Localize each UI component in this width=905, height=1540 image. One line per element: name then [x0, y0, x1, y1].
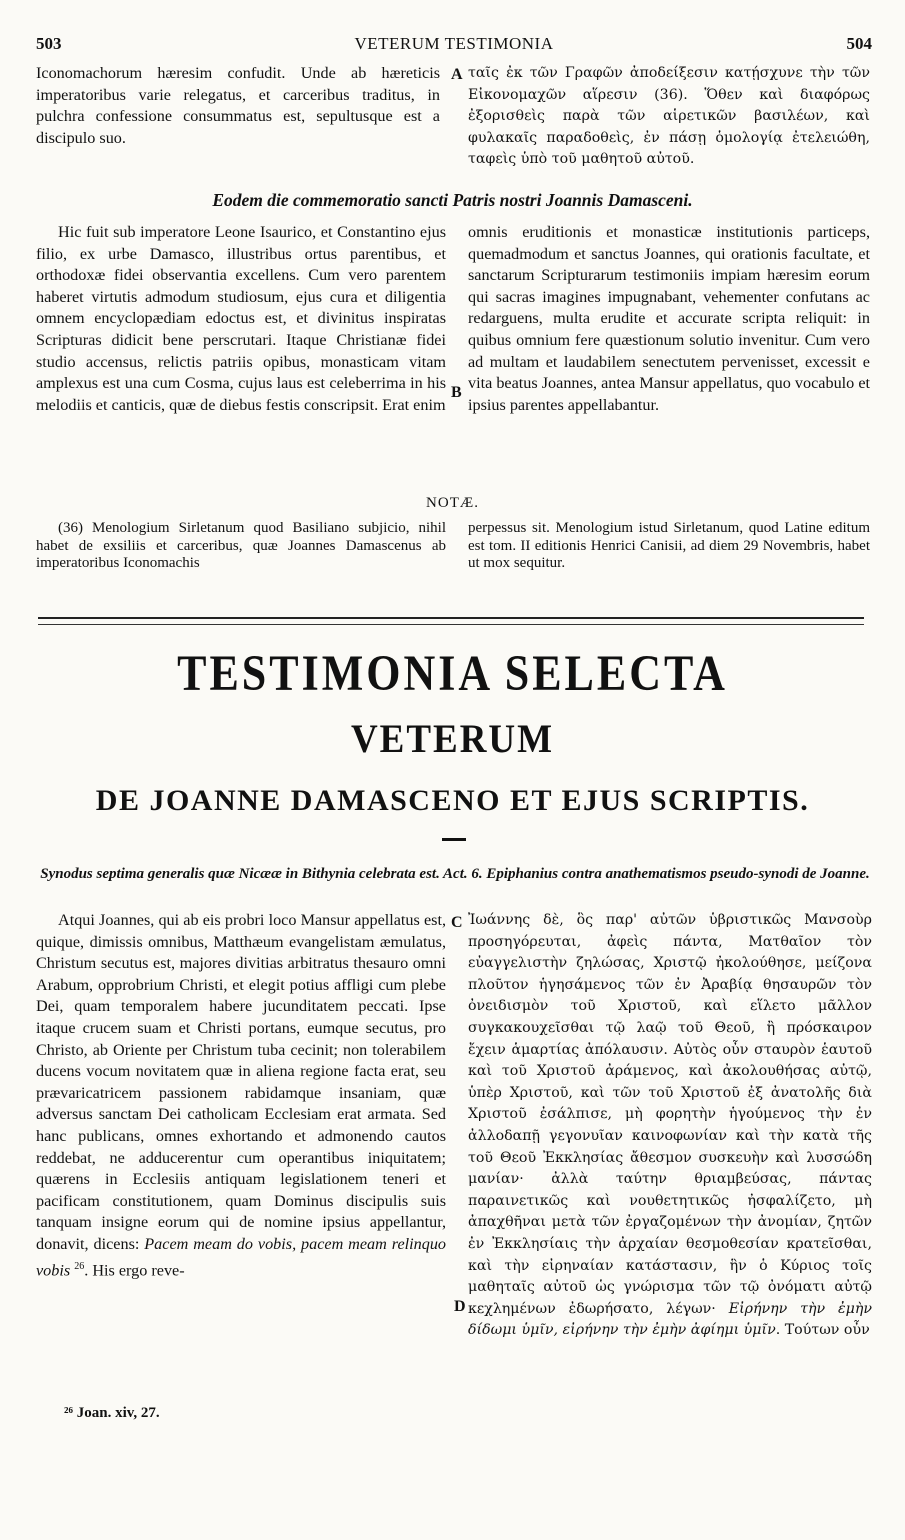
commemoration-left-column: [36, 222, 446, 416]
running-head: [36, 34, 872, 58]
synod-heading: Synodus septima generalis quæ Nicææ in Bithynia celebrata est. Act. 6. Epiphanius contra anathematismos pseudo-synodi de Joanne.: [40, 866, 870, 882]
synod-right-paragraph: [468, 910, 872, 1342]
page-number-right: 504: [846, 34, 872, 53]
synod-left-text: Atqui Joannes, qui ab eis probri loco Mansur appellatus est, quique, dimissis omnibus, Matthæum evangelistam æmulatus, Christum secutus est, majores divitias arbitratus thesauro omni Arabum, opprobrium Christi, et elegit potius affligi cum plebe Dei, quam temporalem habere jucunditatem peccati. Ipse itaque crucem suam et Christi portans, eumque secutus, pro Christo, ab Oriente per Christum tuba cecinit; non tolerabilem ducens vocum novitatem quæ in aliena regione facta erat, seu prævaricatricem passionem rabidamque insaniam, quæ adversus sanctam Dei catholicam Ecclesiam erat armata. Sed hanc publicans, omnes exhortando et admonendo cautos reddebat, ne adducerentur cum operantibus iniquitatem; quærens in Ecclesiis antiquam legislationem teneri et pacificam constitutionem, quam Dominus discipulis suis tanquam insigne eorum qui de nomine ipsius appellantur, donavit, dicens:: [36, 911, 446, 1253]
column-marker-b: B: [451, 384, 462, 401]
synod-right-quote: Εἰρήνην τὴν ἐμὴν δίδωμι ὑμῖν, εἰρήνην τὴν ἐμὴν ἀφίημι ὑμῖν: [468, 1300, 872, 1339]
synod-right-end: . Τούτων οὖν: [775, 1322, 870, 1339]
commemoration-right-column: [468, 222, 870, 416]
commemoration-right-paragraph: omnis eruditionis et monasticæ institutionis particeps, quemadmodum et sanctus Joannes, qui orationis facultate, et sanctarum Scripturarum testimoniis impiam hæresim eorum qui sacras imagines impugnabant, vehementer confutans ac redarguens, multa erudite et accurate scripta reliquit: in quibus omnium fere quæstionum solutio invenitur. Cum vero ad multam et laudabilem senectutem pervenisset, excessit e vita beatus Joannes, antea Mansur appellatus, quo vocabulo et ipsius parentes appellabantur.: [468, 223, 870, 414]
title-dash: [442, 838, 466, 841]
top-right-column: [468, 63, 870, 171]
footnote: ²⁶ Joan. xiv, 27.: [64, 1405, 160, 1421]
commemoration-left-paragraph: Hic fuit sub imperatore Leone Isaurico, et Constantino ejus filio, ex urbe Damasco, illustribus ortus parentibus, et orthodoxæ fidei observantia excellens. Cum vero parentem haberet virtutis admodum studiosum, ejus cura et diligentia omnem encyclopædiam edoctus est, et divinitus inspiratas Scripturas didicit bene perscrutari. Itaque Christianæ fidei studio accensus, relictis patriis opibus, monasticam vitam amplexus est una cum Cosma, cujus laus est celeberrima in his melodiis et canticis, quæ de diebus festis conscripsit. Erat enim: [36, 223, 446, 414]
running-title: VETERUM TESTIMONIA: [354, 34, 554, 53]
top-left-paragraph: Iconomachorum hæresim confudit. Unde ab hæreticis imperatoribus varie relegatus, et carceribus traditus, in pulchra confessione consummatus est, sepultusque est a discipulo suo.: [36, 64, 440, 147]
column-marker-a: A: [451, 66, 463, 83]
main-title-line3: DE JOANNE DAMASCENO ET EJUS SCRIPTIS.: [95, 784, 810, 817]
main-title-line2: VETERUM: [350, 716, 555, 763]
section-rule-thin: [38, 624, 864, 625]
synod-right-column: [468, 910, 872, 1342]
section-rule-thick: [38, 617, 864, 619]
commemoration-heading: Eodem die commemoratio sancti Patris nostri Joannis Damasceni.: [212, 190, 693, 210]
top-left-column: [36, 63, 440, 149]
column-marker-c: C: [451, 914, 463, 931]
notes-right: perpessus sit. Menologium istud Sirletanum, quod Latine editum est tom. II editionis Henrici Canisii, ad diem 29 Novembris, habet ut mox sequitur.: [468, 520, 870, 571]
synod-left-end: . His ergo reve-: [84, 1260, 185, 1279]
page-number-left: 503: [36, 34, 62, 53]
synod-left-column: [36, 910, 446, 1281]
synod-left-paragraph: [36, 910, 446, 1281]
column-marker-d: D: [454, 1298, 466, 1315]
notes-left: (36) Menologium Sirletanum quod Basiliano subjicio, nihil habet de exsiliis et carceribus, quæ Joannes Damascenus ab imperatoribus Iconomachis: [36, 520, 446, 571]
synod-right-greek: Ἰωάννης δὲ, ὃς παρ' αὐτῶν ὑβριστικῶς Μανσοὺρ προσηγόρευται, ἀφεὶς πάντα, Ματθαῖον τὸν εὐαγγελιστὴν ζηλώσας, Χριστῷ ἠκολούθησε, μείζονα πλοῦτον ἡγησάμενος τῶν ἐν Ἀραβίᾳ θησαυρῶν τὸν ὀνειδισμὸν τοῦ Χριστοῦ, καὶ εἵλετο μᾶλλον συγκακουχεῖσθαι τῷ λαῷ τοῦ Θεοῦ, ἢ πρόσκαιρον ἔχειν ἁμαρτίας ἀπόλαυσιν. Αὐτὸς οὖν σταυρὸν ἑαυτοῦ καὶ τοῦ Χριστοῦ ἀράμενος, καὶ ἀκολουθήσας αὐτῷ, ὑπὲρ Χριστοῦ, καὶ τῶν τοῦ Χριστοῦ ἐξ ἀνατολῆς διὰ Χριστοῦ ἐσάλπισε, μὴ φορητὴν ἡγούμενος τὴν ἐν ἀλλοδαπῇ γεγονυῖαν καινοφωνίαν καὶ τὴν κατὰ τῆς τοῦ Θεοῦ Ἐκκλησίας ἄθεσμον συσκευὴν καὶ λυσσώδη μανίαν· ἀλλὰ ταύτην θριαμβεύσας, πάντας παραινετικῶς καὶ νουθετητικῶς ἠσφαλίζετο, μὴ ἀπαχθῆναι μετὰ τῶν ἐργαζομένων τὴν ἀνομίαν, ζητῶν ἐν Ἐκκλησίαις τὴν ἀρχαίαν θεσμοθεσίαν κρατεῖσθαι, καὶ τὴν εἰρηναίαν κατάστασιν, ἣν ὁ Κύριος τοῖς μαθηταῖς αὐτοῦ ὡς γνώρισμα τῶν τῷ ὀνόματι αὐτῷ κεχλημένων ἐδωρήσατο, λέγων·: [468, 912, 872, 1317]
top-right-greek: ταῖς ἐκ τῶν Γραφῶν ἀποδείξεσιν κατῄσχυνε τὴν τῶν Εἰκονομαχῶν αἵρεσιν (36). Ὅθεν καὶ διαφόρως ἐξορισθεὶς παρὰ τῶν αἱρετικῶν βασιλέων, καὶ φυλακαῖς παραδοθεὶς, ἐν πάσῃ ὁμολογίᾳ ἐτελειώθη, ταφεὶς ὑπὸ τοῦ μαθητοῦ αὐτοῦ.: [468, 65, 870, 168]
synod-left-quote: Pacem meam do vobis, pacem meam relinquo vobis: [36, 1234, 447, 1279]
main-title-line1: TESTIMONIA SELECTA: [177, 645, 728, 702]
notes-title: NOTÆ.: [426, 495, 479, 511]
footnote-ref: 26: [74, 1260, 85, 1272]
